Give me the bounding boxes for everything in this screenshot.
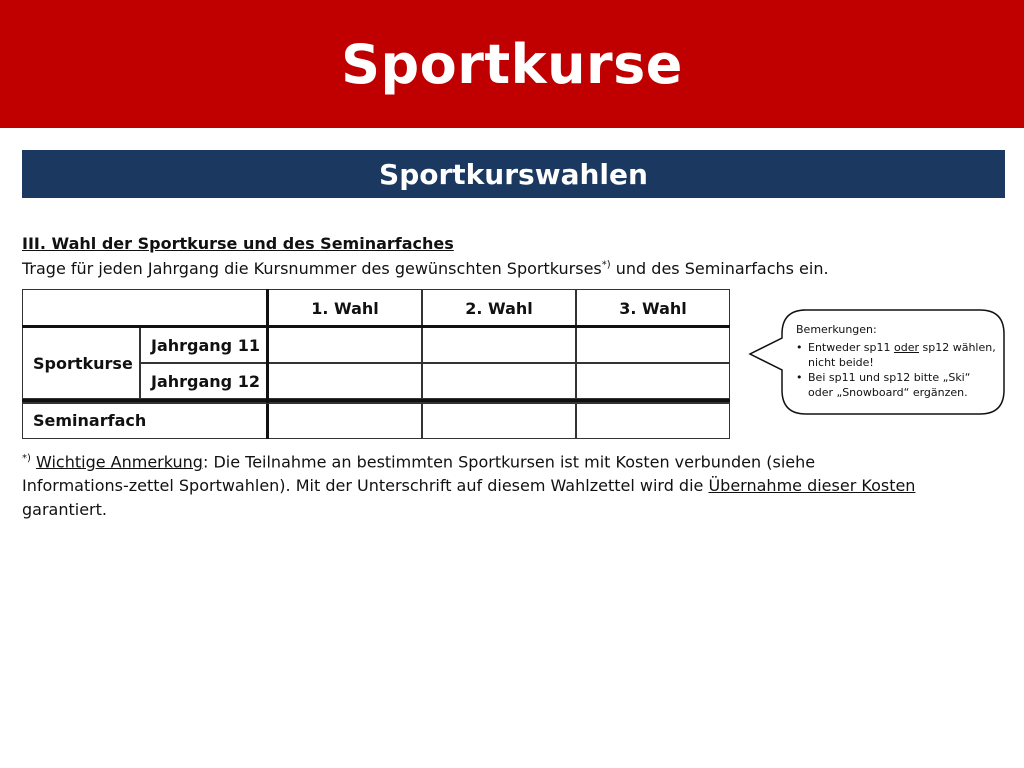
footnote-label: Wichtige Anmerkung [36, 452, 203, 472]
section-heading: III. Wahl der Sportkurse und des Seminarfaches [22, 234, 454, 253]
instruction-before: Trage für jeden Jahrgang die Kursnummer des gewünschten Sportkurses [22, 259, 602, 278]
instruction-after: und des Seminarfachs ein. [610, 259, 829, 278]
row-label-jahrgang-11: Jahrgang 11 [140, 327, 268, 363]
page-title: Sportkurse [341, 32, 683, 96]
footnote-text-2: garantiert. [22, 500, 107, 520]
footnote [22, 447, 922, 522]
remarks-item-2-text: Bei sp11 und sp12 bitte „Ski“ oder „Snowboard“ ergänzen. [808, 371, 971, 399]
remarks-item-1-part2: sp12 wählen, nicht beide! [808, 341, 996, 369]
input-j12-wahl-1[interactable] [268, 363, 422, 399]
input-j11-wahl-2[interactable] [422, 327, 576, 363]
header-2-wahl: 2. Wahl [422, 289, 576, 327]
instruction-text [22, 259, 829, 278]
title-bar [0, 0, 1024, 128]
table-corner-cell [22, 289, 268, 327]
remarks-list [796, 340, 996, 400]
header-3-wahl: 3. Wahl [576, 289, 730, 327]
remarks-item-1 [796, 340, 996, 370]
section-title: Sportkurswahlen [379, 157, 648, 191]
header-1-wahl: 1. Wahl [268, 289, 422, 327]
course-selection-table [22, 289, 730, 439]
footnote-underlined: Übernahme dieser Kosten [708, 476, 916, 496]
input-j12-wahl-3[interactable] [576, 363, 730, 399]
bullet-icon: • [796, 371, 803, 384]
input-j11-wahl-3[interactable] [576, 327, 730, 363]
sportkurse-group-label: Sportkurse [22, 327, 140, 399]
remarks-heading: Bemerkungen: [796, 323, 877, 336]
table-divider-seminar-2 [22, 403, 730, 404]
input-j12-wahl-2[interactable] [422, 363, 576, 399]
remarks-item-2 [796, 370, 996, 400]
subtitle-bar [22, 150, 1005, 198]
row-label-jahrgang-12: Jahrgang 12 [140, 363, 268, 399]
remarks-callout [748, 308, 1006, 416]
row-label-seminarfach: Seminarfach [22, 402, 268, 439]
bullet-icon: • [796, 341, 803, 354]
remarks-item-1-part1: Entweder sp11 [808, 341, 894, 354]
footnote-marker: *) [22, 453, 31, 464]
table-divider-header [22, 325, 730, 328]
remarks-content [796, 322, 996, 400]
input-seminar-wahl-3[interactable] [576, 402, 730, 439]
input-seminar-wahl-1[interactable] [268, 402, 422, 439]
footnote-marker: *) [601, 259, 611, 271]
input-j11-wahl-1[interactable] [268, 327, 422, 363]
input-seminar-wahl-2[interactable] [422, 402, 576, 439]
footnote-text-1: : Die Teilnahme an bestimmten Sportkursen ist mit Kosten verbunden (siehe Informations-zettel Sportwahlen). Mit der Unterschrift auf diesem Wahlzettel wird die [22, 452, 816, 496]
table-divider-vertical [266, 289, 269, 439]
table-divider-seminar [22, 399, 730, 402]
remarks-item-1-underlined: oder [893, 341, 919, 354]
